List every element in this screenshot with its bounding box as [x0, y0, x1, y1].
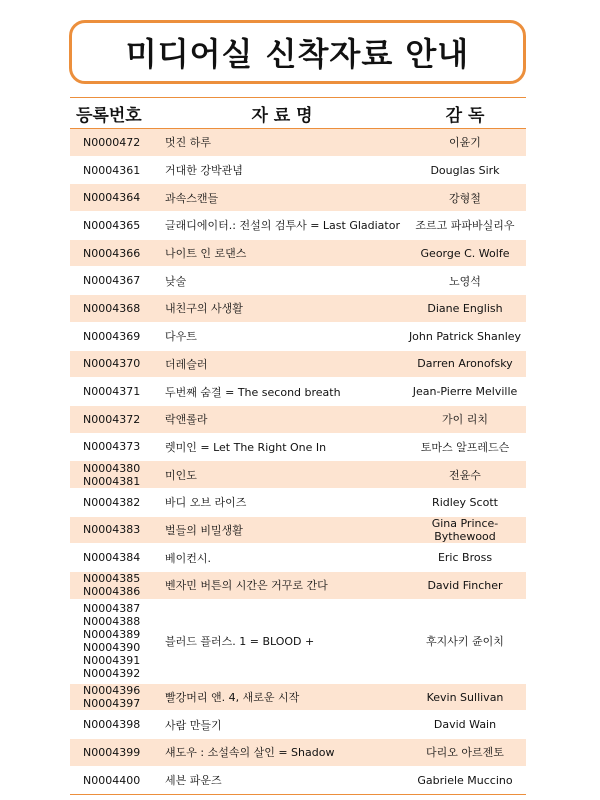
reg-no: N0004382	[83, 495, 141, 509]
table-header	[70, 97, 526, 129]
director-cell: 후지사키 쥰이치	[426, 635, 504, 649]
director-cell: David Wain	[433, 718, 497, 732]
reg-no: N0004367	[83, 274, 141, 288]
reg-no: N0004373	[83, 440, 141, 454]
reg-no: N0004400	[83, 773, 141, 787]
director-cell: George C. Wolfe	[420, 246, 510, 260]
table-row	[70, 461, 526, 489]
title-cell: 섀도우 : 소설속의 살인 = Shadow	[165, 746, 335, 760]
reg-no: N0004390	[83, 641, 141, 655]
table-row	[70, 544, 526, 572]
director-cell: Gabriele Muccino	[417, 773, 513, 787]
title-cell: 벤자민 버튼의 시간은 거꾸로 간다	[165, 579, 328, 593]
director-cell: 가이 리치	[441, 413, 488, 427]
director-cell: 조르고 파파바실리우	[415, 219, 515, 233]
title-cell: 락앤롤라	[165, 413, 208, 427]
table-row	[70, 295, 526, 323]
reg-no: N0004368	[83, 301, 141, 315]
title-cell: 글래디에이터.: 전설의 검투사 = Last Gladiator	[165, 219, 400, 233]
reg-no-cell	[70, 462, 160, 488]
reg-no: N0004366	[83, 246, 141, 260]
reg-no: N0004386	[83, 585, 141, 599]
reg-no-cell	[70, 164, 160, 177]
title-cell: 렛미인 = Let The Right One In	[165, 440, 327, 454]
table-row	[70, 767, 526, 795]
director-cell: 노영석	[449, 274, 481, 288]
director-cell: David Fincher	[427, 578, 503, 592]
reg-no: N0004361	[83, 163, 141, 177]
reg-no: N0004388	[83, 615, 141, 629]
reg-no: N0000472	[83, 135, 141, 149]
title-cell: 사람 만들기	[165, 718, 222, 732]
reg-no-cell	[70, 136, 160, 149]
page-title: 미디어실 신착자료 안내	[69, 20, 526, 84]
table-row	[70, 572, 526, 600]
title-cell: 나이트 인 로댄스	[165, 247, 247, 261]
table-row	[70, 517, 526, 545]
table-row	[70, 212, 526, 240]
reg-no-cell	[70, 572, 160, 598]
director-cell: 다리오 아르젠토	[426, 746, 504, 760]
director-cell: John Patrick Shanley	[408, 329, 522, 343]
table-row	[70, 684, 526, 712]
reg-no-cell	[70, 191, 160, 204]
title-cell: 세븐 파운즈	[165, 774, 222, 788]
title-cell: 내친구의 사생활	[165, 302, 243, 316]
reg-no-cell	[70, 684, 160, 710]
reg-no-cell	[70, 274, 160, 287]
reg-no-cell	[70, 302, 160, 315]
table-row	[70, 378, 526, 406]
table-row	[70, 434, 526, 462]
reg-no: N0004384	[83, 551, 141, 565]
table-body	[70, 129, 526, 794]
director-cell: Diane English	[427, 301, 503, 315]
title-cell: 과속스캔들	[165, 191, 219, 205]
director-cell: Eric Bross	[437, 551, 493, 565]
table-row	[70, 157, 526, 185]
reg-no: N0004392	[83, 667, 141, 681]
director-cell: Ridley Scott	[432, 495, 498, 509]
table-row	[70, 184, 526, 212]
reg-no-cell	[70, 413, 160, 426]
reg-no-cell	[70, 718, 160, 731]
table-row	[70, 129, 526, 157]
reg-no: N0004380	[83, 461, 141, 475]
reg-no-cell	[70, 357, 160, 370]
reg-no-cell	[70, 496, 160, 509]
reg-no: N0004369	[83, 329, 141, 343]
reg-no-cell	[70, 551, 160, 564]
table-row	[70, 600, 526, 684]
title-cell: 빨강머리 앤. 4, 새로운 시작	[165, 691, 300, 705]
header-reg-no: 등록번호	[76, 105, 142, 126]
title-cell: 멋진 하루	[165, 136, 212, 150]
reg-no-cell	[70, 523, 160, 536]
title-cell: 거대한 강박관념	[165, 164, 243, 178]
title-cell: 바디 오브 라이즈	[165, 496, 247, 510]
title-cell: 더레슬러	[165, 357, 208, 371]
reg-no: N0004372	[83, 412, 141, 426]
director-cell: Jean-Pierre Melville	[412, 385, 518, 399]
header-title: 자 료 명	[251, 105, 313, 126]
reg-no: N0004381	[83, 474, 141, 488]
header-director: 감 독	[445, 105, 485, 126]
reg-no-cell	[70, 602, 160, 680]
director-cell: Kevin Sullivan	[426, 690, 504, 704]
reg-no-cell	[70, 219, 160, 232]
reg-no: N0004389	[83, 628, 141, 642]
reg-no: N0004399	[83, 745, 141, 759]
reg-no-cell	[70, 330, 160, 343]
title-cell: 블러드 플러스. 1 = BLOOD +	[165, 635, 315, 649]
table-row	[70, 711, 526, 739]
reg-no-cell	[70, 774, 160, 787]
table-row	[70, 267, 526, 295]
reg-no: N0004364	[83, 191, 141, 205]
reg-no: N0004383	[83, 523, 141, 537]
table-row	[70, 739, 526, 767]
reg-no: N0004396	[83, 684, 141, 698]
table-row	[70, 351, 526, 379]
table-row	[70, 406, 526, 434]
title-cell: 미인도	[165, 468, 197, 482]
reg-no: N0004387	[83, 602, 141, 616]
table-row	[70, 240, 526, 268]
title-cell: 두번째 숨결 = The second breath	[165, 385, 341, 399]
director-cell: Douglas Sirk	[430, 163, 500, 177]
reg-no: N0004385	[83, 572, 141, 586]
director-cell: 토마스 알프레드슨	[420, 440, 510, 454]
title-cell: 벌들의 비밀생활	[165, 523, 243, 537]
reg-no: N0004370	[83, 357, 141, 371]
reg-no-cell	[70, 440, 160, 453]
director-cell: 이윤기	[449, 136, 481, 150]
table-row	[70, 489, 526, 517]
title-cell: 다우트	[165, 330, 197, 344]
title-cell: 낮술	[165, 274, 187, 288]
director-cell: 강형철	[449, 191, 481, 205]
reg-no: N0004391	[83, 654, 141, 668]
director-cell: Darren Aronofsky	[417, 357, 513, 371]
table-bottom-rule	[70, 794, 526, 795]
reg-no: N0004371	[83, 385, 141, 399]
reg-no-cell	[70, 746, 160, 759]
reg-no: N0004398	[83, 718, 141, 732]
table-row	[70, 323, 526, 351]
director-cell: Gina Prince-Bythewood	[431, 516, 499, 543]
reg-no-cell	[70, 247, 160, 260]
reg-no-cell	[70, 385, 160, 398]
new-arrivals-table	[70, 97, 526, 795]
title-cell: 베이컨시.	[165, 551, 212, 565]
reg-no: N0004397	[83, 697, 141, 711]
reg-no: N0004365	[83, 218, 141, 232]
director-cell: 전윤수	[449, 468, 481, 482]
